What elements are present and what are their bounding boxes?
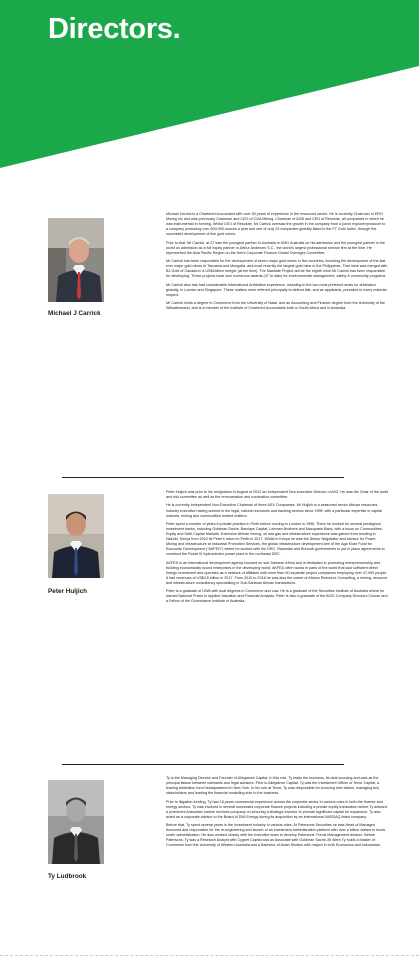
- portrait-image: [48, 494, 104, 578]
- bio-paragraph: He is currently Independent Non-Executive Chairman of three ASX Companies. Mr Huljich is a seasoned senior African resources industry executive having worked in the legal, natural resources and banking sectors since 1995, with a particular expertise in capital markets, mining and commodities related matters.: [166, 503, 383, 518]
- bio-paragraph: AKFED is an international development agency focused on sub-Saharan Africa and is dedicated to promoting entrepreneurship and building economically sound enterprises in the developing world. AKFED often works in parts of the world that lack sufficient direct foreign investment and operates as a network of affiliates with more than 90 separate project companies employing over 47,000 people. It had revenues of US$4.5 billion in 2017. From 2010 to 2016 he was also the owner of African Resource Consulting, a mining, resource and infrastructure consultancy specialising in Sub-Saharan African transactions.: [166, 560, 388, 585]
- bio-paragraph: Peter spent a number of years in private practice in Perth before moving to London in 1998. There he worked for several prestigious investment banks, including Goldman Sachs, Barclays Capital, Lehman Brothers and Macquarie Bank, with a focus on Commodities, Equity and Debt Capital Markets. Extensive African mining, oil and gas and infrastructure experience was gained from residing in Nairobi, Kenya from 2010 till Peter's return to Perth in 2017. Whilst in Kenya he was the Senior Negotiator and Advisor for Power, Mining and Infrastructure at Industrial Promotion Services, the global infrastructure development arm of the Aga Khan Fund for Economic Development ("AKFED") where he worked with the DRC, Rwandan and Burundi governments to put in place agreements to construct the Ruzizi III hydroelectric power plant in the northeast DRC.: [166, 522, 385, 557]
- header-banner: [0, 0, 419, 175]
- bio-paragraph: Prior to that, Mr Carrick, at 27 was the youngest partner in Australia in KMG Australia on his admission and the youngest partner in the world on admission as a full equity partner in Arthur Andersen S.C., the world's largest professional service firm at the time. He represented the Asia Pacific Region on the firm's Corporate Finance Global Oversight Committee.: [166, 240, 385, 255]
- bio-paragraph: Peter is a graduate of UWA with dual degrees in Commerce and Law. He is a graduate of the Securities Institute of Australia where he earned National Prizes in Applied Valuation and Financial Analysis. Peter is also a graduate of the AICD Company Directors Course and a Fellow of the Governance Institute of Australia.: [166, 589, 388, 604]
- bio-paragraph: Ty is the Managing Director and Founder of Allegiance Capital. In this role, Ty leads the business, its deal sourcing and acts as the principal liaison between claimants and legal advisers. Prior to Allegiance Capital, Ty was the Investment Officer of Tenor Capital, a leading arbitration fund headquartered in New York. In his role at Tenor, Ty was responsible for sourcing new claims, managing key stakeholders and leading the financial modelling side to the business.: [166, 776, 380, 796]
- page-title: Directors.: [48, 13, 181, 45]
- page-bottom-rule: [0, 955, 419, 956]
- portrait-image: [48, 780, 104, 864]
- director-bio: [166, 212, 388, 315]
- bio-paragraph: Mr Carrick has been responsible for the development of seven major gold mines in five countries, including the development of the last ever major gold mines in Tanzania and Mongolia, and most recently the largest gold mine in the Philippines. That mine was merged with B2 Gold of Canada in a US$1billion merger (at the time). The Masbate Project will be the eighth mine Mr Carrick has been responsible for developing. These projects have won numerous awards (47 to date) for environmental management, safety & community programs.: [166, 259, 388, 279]
- director-photo: [48, 218, 104, 302]
- director-photo: [48, 494, 105, 580]
- bio-paragraph: Mr Carrick also has had considerable International Arbitration experience, including in the two most preferred seats for arbitration globally, in London and Singapore. These matters were referred principally to defend title, and as applicants, prevailed in every material respect.: [166, 282, 387, 297]
- director-bio: [166, 490, 388, 608]
- bio-paragraph: Before that, Ty spent several years in the investment industry in various roles. At Patersons Securities he was Head of Managed Accounts and responsible for the re-engineering and launch of an investment administration platform with over a billion dollars in funds under administration. He also worked closely with the executive team to develop Patersons' Funds Management division. Before Patersons, Ty was a Research Analyst with Cygnet Capital and an Associate with Goldman Sachs JB Were.Ty holds a Master of Commerce from the University of Western Australia and a Bachelor of Asian Studies with majors in both Economics and Indonesian.: [166, 823, 386, 848]
- bio-paragraph: Mr Carrick holds a degree in Commerce from the University of Natal, and an Accounting and Finance degree from the University of the Witwatersrand, and is a member of the Institute of Chartered Accountants both in South Africa and in Australia.: [166, 301, 386, 311]
- bio-paragraph: Prior to litigation funding, Ty had 15-years commercial experience across the corporate sector in various roles in both the finance and energy sectors. Ty was involved in several successful corporate finance projects including a private equity transaction where Ty advised a prominent Australian marine services company on securing a strategic investor to provide significant capital for expansion. Ty also acted as a corporate advisor to the Board of DMI Energy during its acquisition by an international NASDAQ listed company.: [166, 799, 388, 819]
- bio-paragraph: Michael Carrick is a Chartered Accountant with over 50 years of experience in the resources sector. He is currently Chairman of ERO Mining Inc and was previously Chairman and CEO of CGA Mining, Chairman of AGB and CEO of Resolute, all companies in which he was instrumental in forming. Whilst CEO of Resolute, Mr Carrick oversaw the growth in the company from a junior explorer/producer to a company producing over 500,000 ounces a year and one of only 25 companies globally listed in the FT Gold Index, through the successful development of five gold mines.: [166, 212, 386, 237]
- director-name: Peter Huljich: [48, 588, 88, 595]
- portrait-image: [48, 218, 104, 302]
- section-divider: [62, 477, 344, 478]
- section-divider: [62, 764, 344, 765]
- director-name: Michael J Carrick: [48, 310, 101, 317]
- director-bio: [166, 776, 388, 852]
- director-photo: [48, 780, 108, 866]
- director-name: Ty Ludbrook: [48, 873, 87, 880]
- bio-paragraph: Peter Huljich was prior to his resignation in August of 2022 an Independent Non-executive Director of AVZ. He was the Chair of the audit and risk committee as well as the remuneration and nomination committee.: [166, 490, 388, 500]
